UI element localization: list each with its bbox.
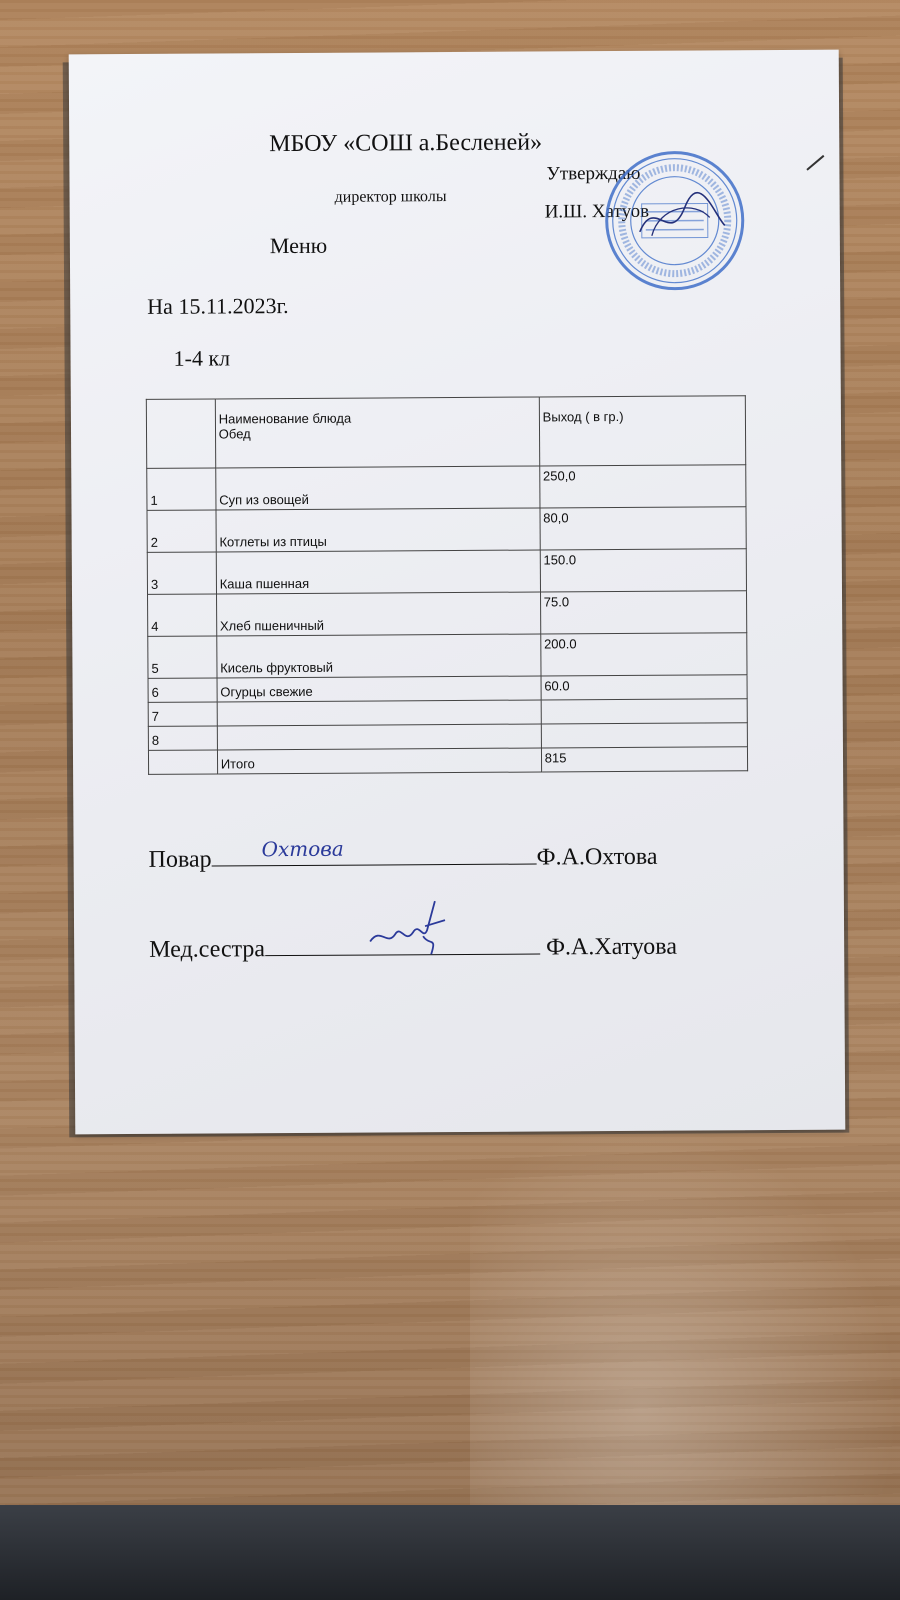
director-name: И.Ш. Хатуов bbox=[544, 200, 650, 223]
header-dish-name: Наименование блюда bbox=[218, 410, 352, 427]
menu-date: На 15.11.2023г. bbox=[147, 293, 289, 319]
dish-output: 200.0 bbox=[540, 633, 747, 676]
header-meal: Обед bbox=[218, 426, 251, 442]
dish-name: Суп из овощей bbox=[215, 466, 539, 510]
dish-name: Хлеб пшеничный bbox=[216, 592, 540, 636]
nurse-signature-scribble bbox=[365, 896, 455, 957]
dish-output: 80,0 bbox=[540, 507, 747, 550]
dish-name bbox=[217, 724, 541, 750]
desk-edge bbox=[0, 1505, 900, 1600]
dish-output bbox=[541, 699, 747, 724]
row-number: 4 bbox=[148, 594, 217, 636]
header-number-cell bbox=[146, 399, 215, 468]
dish-name: Котлеты из птицы bbox=[216, 508, 540, 552]
header-name-cell bbox=[215, 397, 539, 468]
cook-signature-field bbox=[212, 836, 537, 867]
staple-mark bbox=[806, 155, 824, 171]
dish-output: 250,0 bbox=[539, 465, 746, 508]
row-number: 1 bbox=[147, 468, 216, 510]
table-row bbox=[148, 723, 747, 751]
nurse-label: Мед.сестра bbox=[149, 936, 266, 963]
row-number: 2 bbox=[147, 510, 216, 552]
cook-label: Повар bbox=[148, 846, 212, 873]
dish-output bbox=[541, 723, 747, 748]
table-total-row bbox=[148, 747, 747, 775]
dish-name bbox=[217, 700, 541, 726]
table-row bbox=[148, 675, 747, 703]
total-label: Итого bbox=[217, 748, 541, 774]
approve-label: Утверждаю bbox=[546, 162, 641, 185]
table-row bbox=[147, 465, 746, 511]
cook-signature-line bbox=[148, 836, 658, 874]
total-output: 815 bbox=[541, 747, 747, 772]
nurse-signature-field bbox=[265, 931, 540, 956]
menu-table bbox=[146, 395, 748, 775]
total-number-cell bbox=[148, 750, 217, 774]
dish-name: Огурцы свежие bbox=[217, 676, 541, 702]
director-label: директор школы bbox=[334, 188, 447, 206]
table-row bbox=[147, 549, 746, 595]
table-row bbox=[148, 591, 747, 637]
cook-handwritten-signature: Охтова bbox=[261, 836, 344, 862]
row-number: 3 bbox=[147, 552, 216, 594]
row-number: 8 bbox=[148, 726, 217, 750]
table-row bbox=[148, 699, 747, 727]
dish-output: 75.0 bbox=[540, 591, 747, 634]
dish-output: 150.0 bbox=[540, 549, 747, 592]
menu-sheet bbox=[69, 50, 846, 1135]
row-number: 7 bbox=[148, 702, 217, 726]
grade-range: 1-4 кл bbox=[173, 345, 231, 371]
dish-name: Кисель фруктовый bbox=[217, 634, 541, 678]
row-number: 6 bbox=[148, 678, 217, 702]
row-number: 5 bbox=[148, 636, 217, 678]
school-name: МБОУ «СОШ а.Бесленей» bbox=[269, 129, 543, 158]
dish-name: Каша пшенная bbox=[216, 550, 540, 594]
table-row bbox=[147, 507, 746, 553]
school-seal-icon bbox=[599, 145, 750, 296]
cook-name: Ф.А.Охтова bbox=[536, 843, 658, 871]
nurse-name: Ф.А.Хатуова bbox=[539, 933, 678, 961]
table-header-row bbox=[146, 396, 745, 469]
document-title: Меню bbox=[269, 232, 328, 259]
table-row bbox=[148, 633, 747, 679]
dish-output: 60.0 bbox=[541, 675, 747, 700]
nurse-signature-line bbox=[149, 931, 677, 964]
header-output-cell: Выход ( в гр.) bbox=[539, 396, 746, 466]
